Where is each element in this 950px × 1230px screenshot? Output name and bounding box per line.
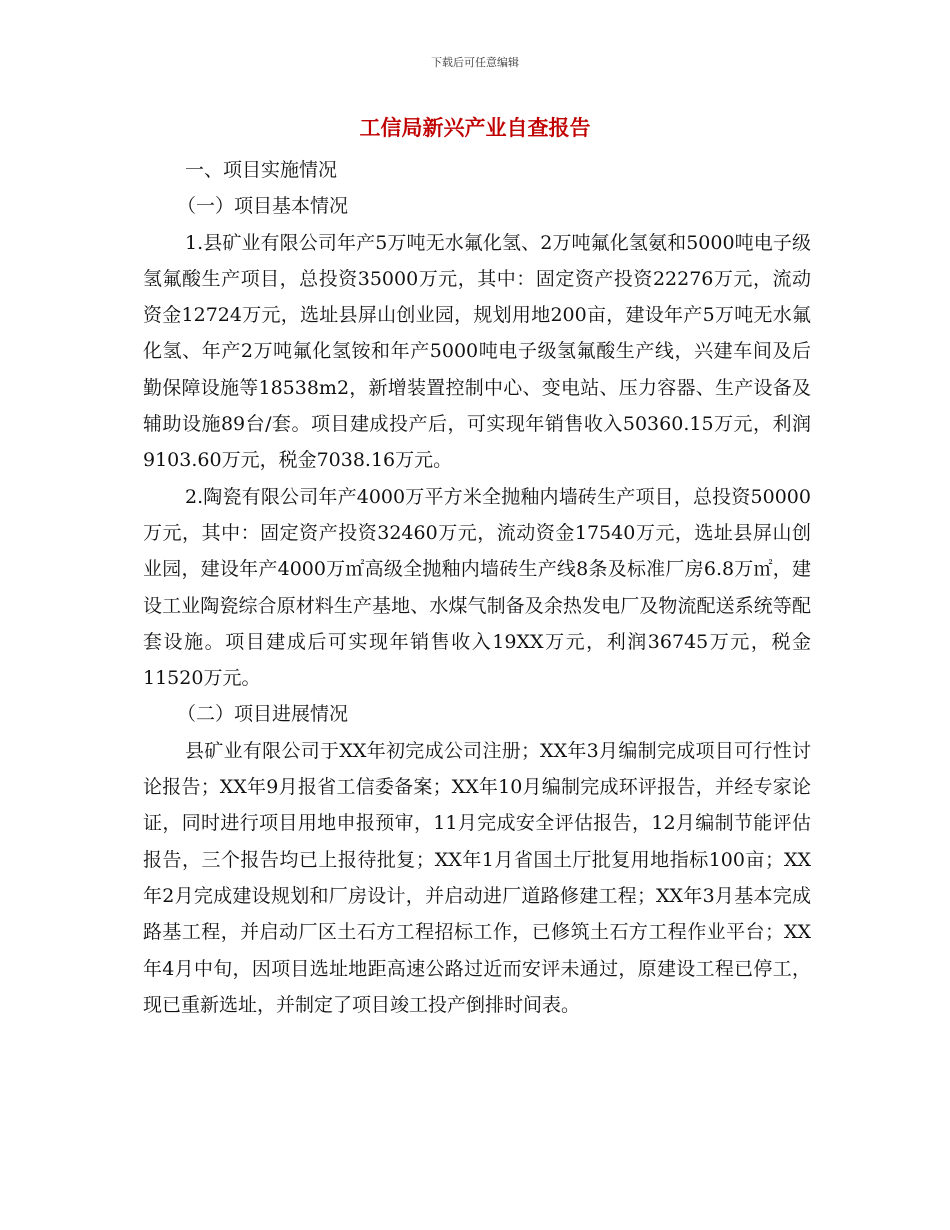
subsection-heading-1: （一）项目基本情况 [177,195,349,218]
section-heading-1: 一、项目实施情况 [185,159,338,181]
subsection-heading-2: （二）项目进展情况 [177,703,349,726]
paragraph-project-1: 1.县矿业有限公司年产5万吨无水氟化氢、2万吨氟化氢氨和5000吨电子级氢氟酸生产项目，总投资35000万元，其中：固定资产投资22276万元，流动资金12724万元，选址县屏山创业园，规划用地200亩，建设年产5万吨无水氟化氢、年产2万吨氟化氢铵和年产5000吨电子级氢氟酸生产线，兴建车间及后勤保障设施等18538m2，新增装置控制中心、变电站、压力容器、生产设备及辅助设施89台/套。项目建成投产后，可实现年销售收入50360.15万元，利润9103.60万元，税金7038.16万元。 [143,231,811,472]
paragraph-project-2: 2.陶瓷有限公司年产4000万平方米全抛釉内墙砖生产项目，总投资50000万元，其中：固定资产投资32460万元，流动资金17540万元，选址县屏山创业园，建设年产4000万㎡高级全抛釉内墙砖生产线8条及标准厂房6.8万㎡，建设工业陶瓷综合原材料生产基地、水煤气制备及余热发电厂及物流配送系统等配套设施。项目建成后可实现年销售收入19XX万元，利润36745万元，税金11520万元。 [143,485,811,690]
document-title: 工信局新兴产业自查报告 [359,116,591,140]
document-body [143,152,811,1023]
page-header-note: 下载后可任意编辑 [431,56,519,69]
paragraph-progress: 县矿业有限公司于XX年初完成公司注册；XX年3月编制完成项目可行性讨论报告；XX年9月报省工信委备案；XX年10月编制完成环评报告，并经专家论证，同时进行项目用地申报预审，11月完成安全评估报告，12月编制节能评估报告，三个报告均已上报待批复；XX年1月省国土厅批复用地指标100亩；XX年2月完成建设规划和厂房设计，并启动进厂道路修建工程；XX年3月基本完成路基工程，并启动厂区土石方工程招标工作，已修筑土石方工程作业平台；XX年4月中旬，因项目选址地距高速公路过近而安评未通过，原建设工程已停工，现已重新选址，并制定了项目竣工投产倒排时间表。 [143,739,811,1016]
